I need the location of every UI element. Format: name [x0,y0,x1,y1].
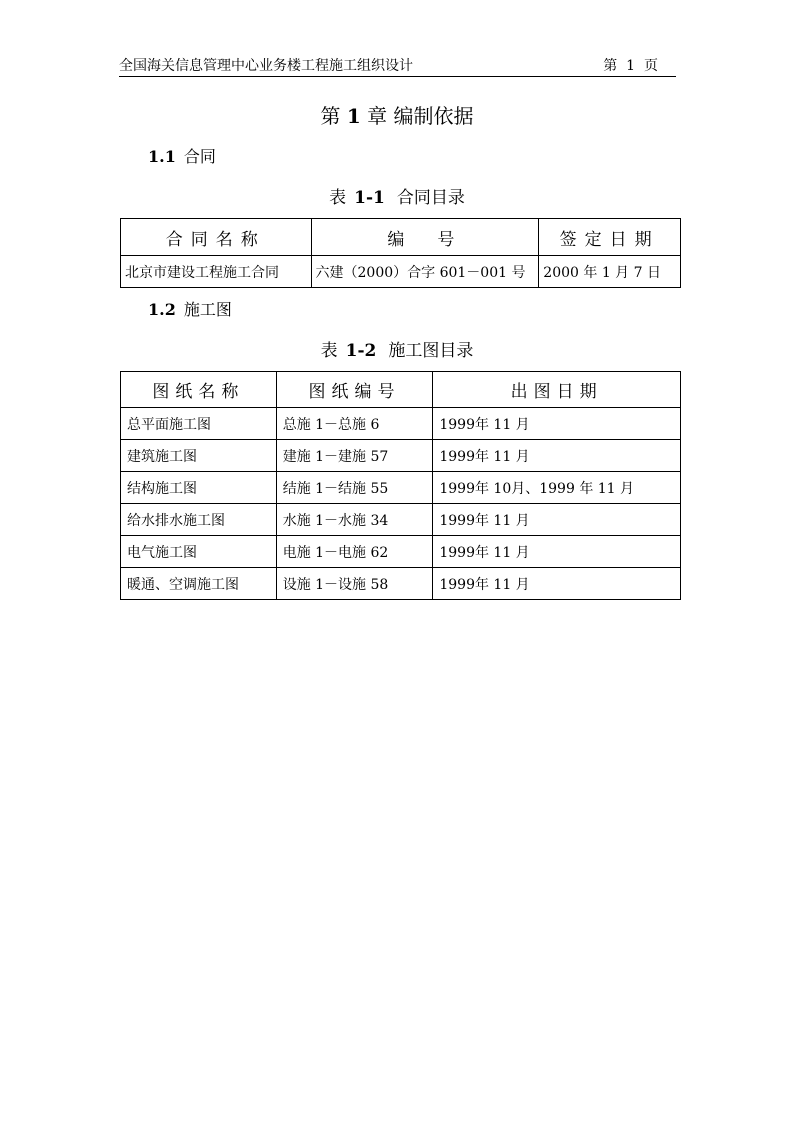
table-header-row [121,372,681,408]
table-cell: 电气施工图 [121,536,277,568]
table-cell: 结施 1－结施 55 [276,472,433,504]
table-cell: 暖通、空调施工图 [121,568,277,600]
page-header [119,56,676,77]
table-header-row [121,219,681,256]
column-header: 图纸名称 [121,372,277,408]
section-number: 1.1 [148,147,176,166]
table-cell: 电施 1－电施 62 [276,536,433,568]
table-row [121,568,681,600]
table-cell: 1999年 11 月 [433,536,681,568]
table-cell: 1999年 11 月 [433,440,681,472]
section-title: 合同 [183,147,216,166]
table-cell: 1999年 11 月 [433,408,681,440]
table-row [121,256,681,288]
column-header: 图纸编号 [276,372,433,408]
column-header: 签定日期 [539,219,681,256]
section-title: 施工图 [183,300,232,319]
section-heading-drawings [148,299,232,321]
chapter-title [0,103,794,129]
drawing-table [120,371,681,600]
table-caption-drawings [0,340,794,362]
caption-title: 合同目录 [396,188,465,208]
contract-table [120,218,681,288]
chapter-number: 1 [346,104,361,128]
table-cell: 总施 1－总施 6 [276,408,433,440]
table-row [121,408,681,440]
caption-number: 1-1 [354,188,385,208]
table-cell: 北京市建设工程施工合同 [121,256,312,288]
table-cell: 水施 1－水施 34 [276,504,433,536]
caption-prefix: 表 [329,188,347,208]
table-cell: 1999年 10月、1999 年 11 月 [433,472,681,504]
table-cell: 设施 1－设施 58 [276,568,433,600]
table-cell: 结构施工图 [121,472,277,504]
chapter-suffix: 章 编制依据 [367,104,474,128]
table-cell: 六建（2000）合字 601－001 号 [311,256,539,288]
table-cell: 建筑施工图 [121,440,277,472]
column-header: 出图日期 [433,372,681,408]
table-row [121,504,681,536]
table-caption-contracts [0,187,794,209]
page-number: 第 1 页 [603,58,658,74]
column-header: 合同名称 [121,219,312,256]
table-row [121,472,681,504]
caption-prefix: 表 [320,341,338,361]
table-cell: 1999年 11 月 [433,504,681,536]
section-number: 1.2 [148,300,176,319]
table-cell: 2000 年 1 月 7 日 [539,256,681,288]
document-title: 全国海关信息管理中心业务楼工程施工组织设计 [119,58,413,74]
column-header: 编 号 [311,219,539,256]
section-heading-contract [148,146,216,168]
table-row [121,440,681,472]
table-cell: 1999年 11 月 [433,568,681,600]
table-cell: 总平面施工图 [121,408,277,440]
table-cell: 给水排水施工图 [121,504,277,536]
caption-number: 1-2 [345,341,377,361]
caption-title: 施工图目录 [388,341,474,361]
table-cell: 建施 1－建施 57 [276,440,433,472]
table-row [121,536,681,568]
chapter-prefix: 第 [320,104,341,128]
